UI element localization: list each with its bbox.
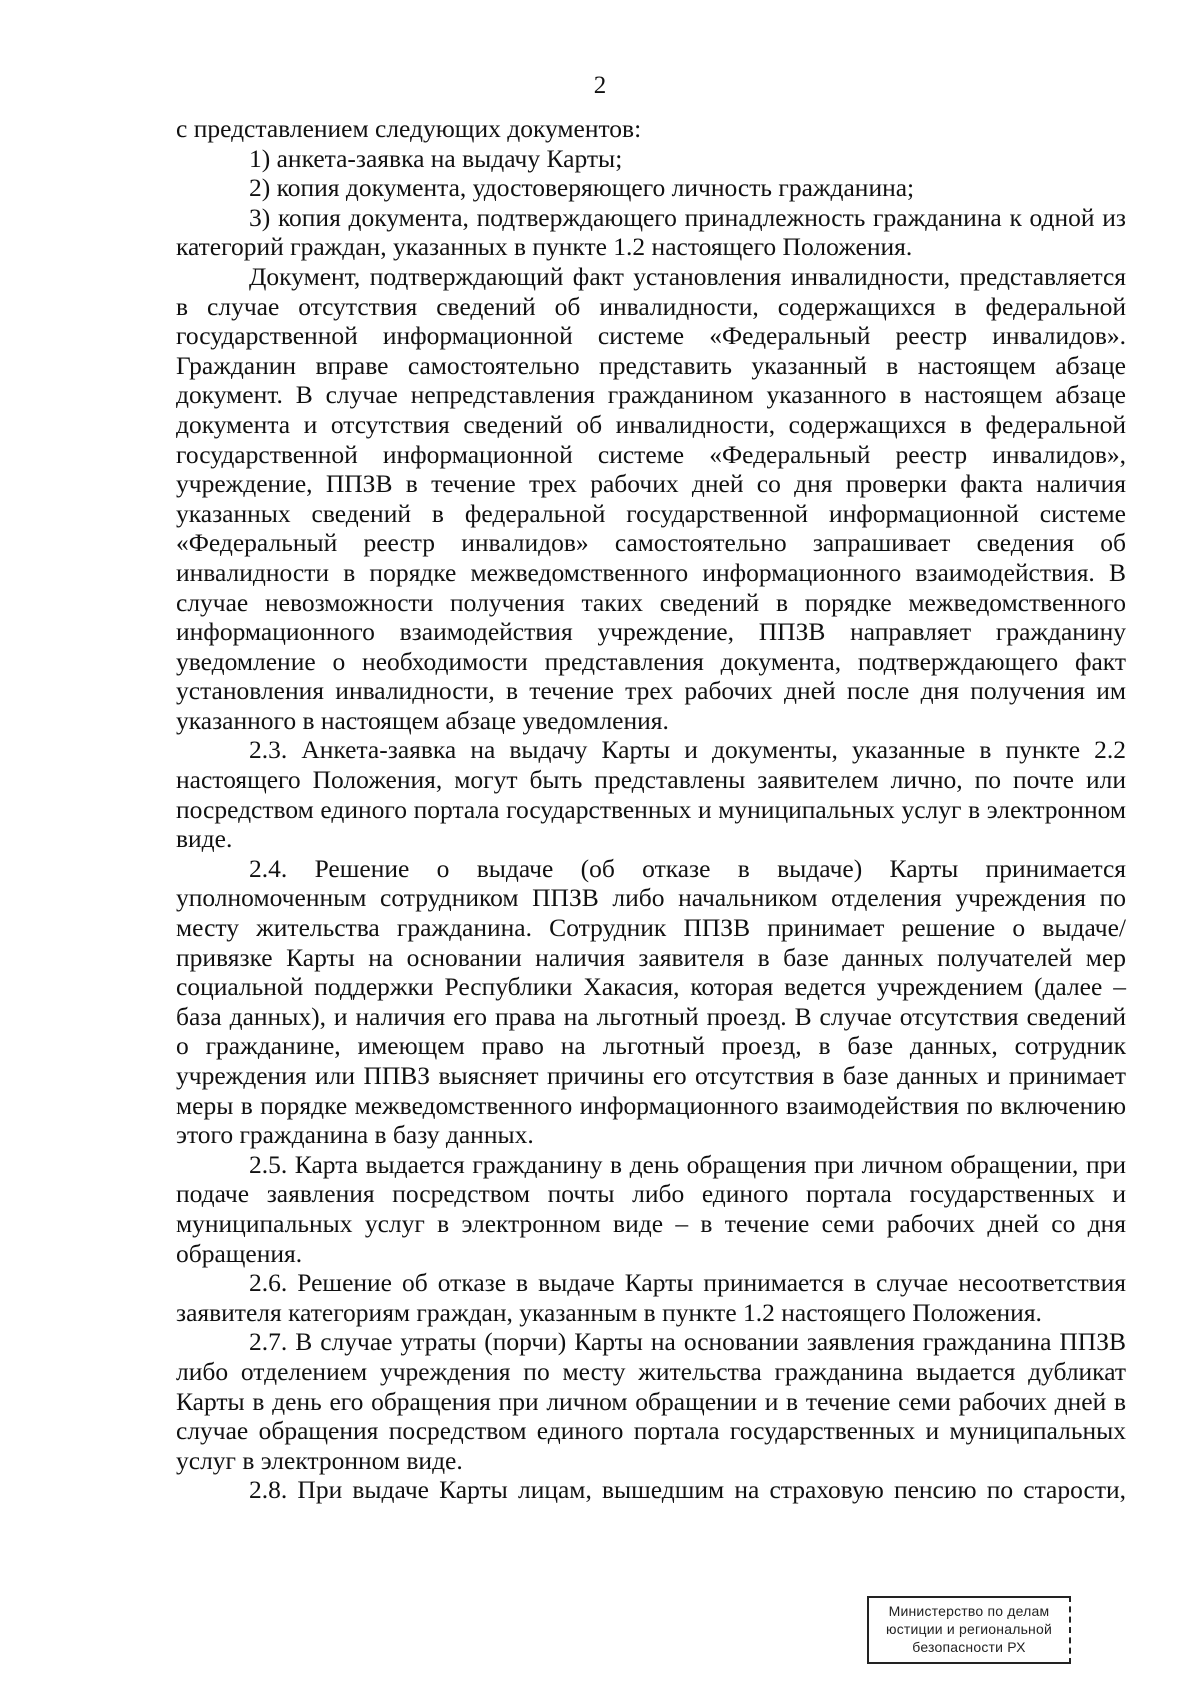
paragraph-2-6: 2.6. Решение об отказе в выдаче Карты принимается в случае несоответствия заявителя категориям граждан, указанным в пункте 1.2 настоящего Положения. [176,1268,1126,1327]
stamp-line-3: безопасности РХ [912,1639,1026,1655]
list-item-2: 2) копия документа, удостоверяющего личность гражданина; [249,173,915,203]
paragraph-2-5: 2.5. Карта выдается гражданину в день обращения при личном обращении, при подаче заявления посредством почты либо единого портала государственных и муниципальных услуг в электронном виде – в течение семи рабочих дней со дня обращения. [176,1149,1126,1268]
page-number: 2 [593,72,607,99]
paragraph-disability-document: Документ, подтверждающий факт установления инвалидности, представляется в случае отсутствия сведений об инвалидности, содержащихся в федеральной государственной информационной системе «Федеральный реестр инвалидов». Гражданин вправе самостоятельно представить указанный в настоящем абзаце документ. В случае непредставления гражданином указанного в настоящем абзаце документа и отсутствия сведений об инвалидности, содержащихся в федеральной государственной информационной системе «Федеральный реестр инвалидов», учреждение, ППЗВ в течение трех рабочих дней со дня проверки факта наличия указанных сведений в федеральной государственной информационной системе «Федеральный реестр инвалидов» самостоятельно запрашивает сведения об инвалидности в порядке межведомственного информационного взаимодействия. В случае невозможности получения таких сведений в порядке межведомственного информационного взаимодействия учреждение, ППЗВ направляет гражданину уведомление о необходимости представления документа, подтверждающего факт установления инвалидности, в течение трех рабочих дней после дня получения им указанного в настоящем абзаце уведомления. [176,261,1126,735]
paragraph-2-8: 2.8. При выдаче Карты лицам, вышедшим на страховую пенсию по старости, [249,1475,1126,1505]
stamp-line-2: юстиции и региональной [886,1621,1052,1637]
stamp-line-1: Министерство по делам [888,1603,1050,1619]
list-item-3: 3) копия документа, подтверждающего принадлежность гражданина к одной из категорий граждан, указанных в пункте 1.2 настоящего Положения. [176,202,1126,262]
paragraph-intro: с представлением следующих документов: [176,114,642,143]
document-body [176,114,1126,1505]
ministry-stamp [867,1596,1071,1664]
paragraph-2-3: 2.3. Анкета-заявка на выдачу Карты и документы, указанные в пункте 2.2 настоящего Положения, могут быть представлены заявителем лично, по почте или посредством единого портала государственных и муниципальных услуг в электронном виде. [176,735,1126,854]
paragraph-2-7: 2.7. В случае утраты (порчи) Карты на основании заявления гражданина ППЗВ либо отделением учреждения по месту жительства гражданина выдается дубликат Карты в день его обращения при личном обращении и в течение семи рабочих дней в случае обращения посредством единого портала государственных и муниципальных услуг в электронном виде. [176,1327,1126,1475]
list-item-1: 1) анкета-заявка на выдачу Карты; [249,143,623,173]
paragraph-2-4: 2.4. Решение о выдаче (об отказе в выдаче) Карты принимается уполномоченным сотрудником ППЗВ либо начальником отделения учреждения по месту жительства гражданина. Сотрудник ППЗВ принимает решение о выдаче/привязке Карты на основании наличия заявителя в базе данных получателей мер социальной поддержки Республики Хакасия, которая ведется учреждением (далее – база данных), и наличия его права на льготный проезд. В случае отсутствия сведений о гражданине, имеющем право на льготный проезд, в базе данных, сотрудник учреждения или ППВЗ выясняет причины его отсутствия в базе данных и принимает меры в порядке межведомственного информационного взаимодействия по включению этого гражданина в базу данных. [176,853,1126,1150]
